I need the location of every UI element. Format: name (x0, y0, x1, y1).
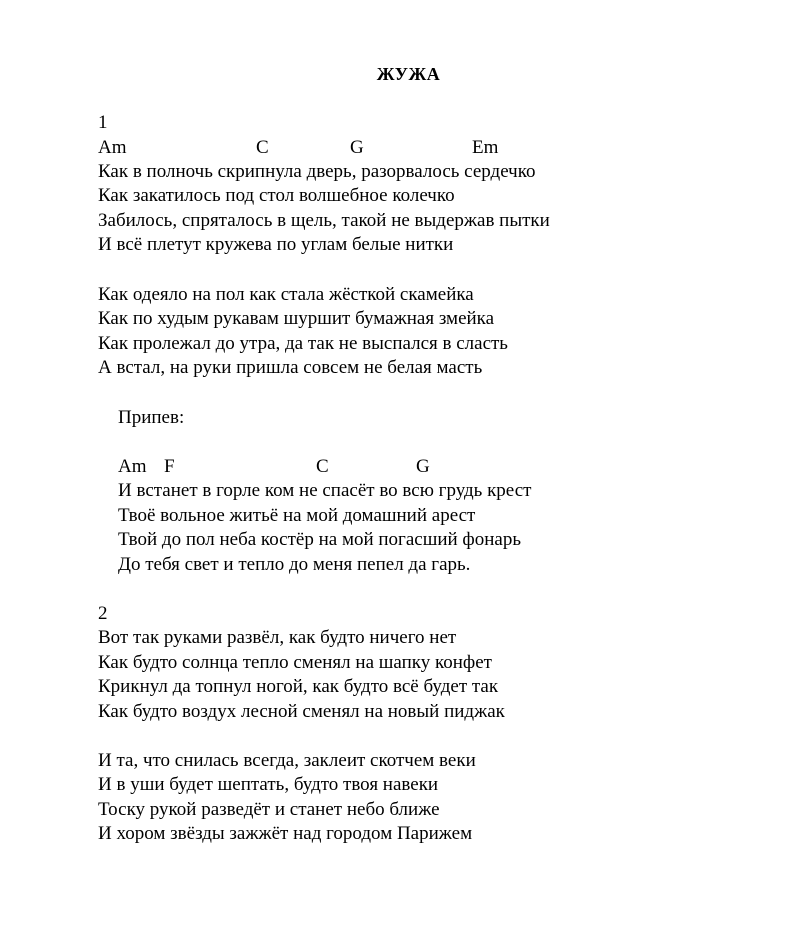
verse-number: 2 (98, 603, 108, 624)
lyric-line: Вот так руками развёл, как будто ничего нет (98, 627, 457, 648)
verse-number: 1 (98, 112, 108, 133)
lyric-line: До тебя свет и тепло до меня пепел да гарь. (118, 554, 471, 575)
lyric-line: И в уши будет шептать, будто твоя навеки (98, 774, 439, 795)
chord: G (350, 137, 364, 158)
chord: Am (118, 456, 147, 477)
chord: Am (98, 137, 127, 158)
chord: Em (472, 137, 499, 158)
lyric-line: Крикнул да топнул ногой, как будто всё будет так (98, 676, 499, 697)
lyric-line: И встанет в горле ком не спасёт во всю грудь крест (118, 480, 532, 501)
lyric-line: Как пролежал до утра, да так не выспался в сласть (98, 333, 508, 354)
lyric-line: Как одеяло на пол как стала жёсткой скамейка (98, 284, 474, 305)
lyric-line: Как будто воздух лесной сменял на новый пиджак (98, 701, 505, 722)
chord: F (164, 456, 175, 477)
lyric-line: Как по худым рукавам шуршит бумажная змейка (98, 308, 495, 329)
chorus-label: Припев: (118, 407, 185, 428)
song-title: ЖУЖА (376, 64, 441, 84)
lyric-line: Как будто солнца тепло сменял на шапку конфет (98, 652, 492, 673)
chord: C (256, 137, 269, 158)
chord: C (316, 456, 329, 477)
lyric-line: Как закатилось под стол волшебное колечко (98, 185, 455, 206)
lyric-line: Твой до пол неба костёр на мой погасший фонарь (118, 529, 522, 550)
lyric-line: Тоску рукой разведёт и станет небо ближе (98, 799, 440, 820)
lyric-line: А встал, на руки пришла совсем не белая масть (98, 357, 483, 378)
lyric-line: И всё плетут кружева по углам белые нитки (98, 234, 454, 255)
lyric-line: И та, что снилась всегда, заклеит скотчем веки (98, 750, 476, 771)
lyric-line: Твоё вольное житьё на мой домашний арест (118, 505, 476, 526)
lyric-line: Забилось, спряталось в щель, такой не выдержав пытки (98, 210, 550, 231)
lyric-line: Как в полночь скрипнула дверь, разорвалось сердечко (98, 161, 536, 182)
chord: G (416, 456, 430, 477)
lyric-line: И хором звёзды зажжёт над городом Парижем (98, 823, 473, 844)
